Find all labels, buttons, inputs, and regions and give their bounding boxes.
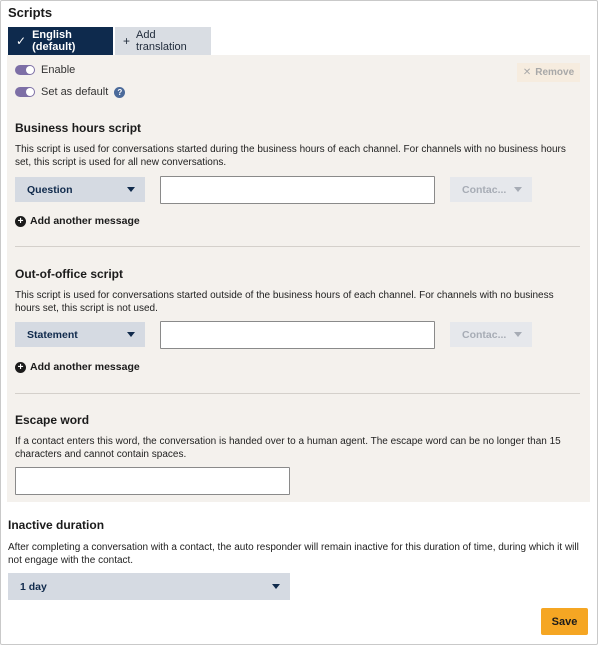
save-button[interactable]: Save (541, 608, 588, 635)
select-value: Contac... (462, 328, 507, 341)
out-of-office-description: This script is used for conversations started outside of the business hours of each channel. For channels with no business hours set, this script is not used. (15, 290, 554, 314)
out-of-office-add-message-button[interactable] (15, 361, 140, 373)
set-default-row (15, 85, 125, 99)
out-of-office-title: Out-of-office script (15, 267, 123, 281)
set-default-label: Set as default (41, 86, 109, 98)
escape-word-input[interactable] (15, 467, 290, 495)
business-hours-contact-select (450, 177, 532, 202)
caret-down-icon (272, 584, 280, 589)
close-icon: ✕ (522, 67, 532, 78)
out-of-office-type-select[interactable] (15, 322, 145, 347)
tab-label: English (default) (32, 29, 76, 53)
remove-button[interactable] (517, 63, 580, 82)
select-value: Statement (27, 328, 78, 341)
remove-label: Remove (535, 67, 575, 78)
add-message-label: Add another message (30, 361, 140, 373)
plus-circle-icon: + (15, 216, 26, 227)
help-icon[interactable]: ? (114, 87, 125, 98)
escape-word-title: Escape word (15, 413, 90, 427)
caret-down-icon (127, 187, 135, 192)
enable-toggle[interactable] (15, 65, 35, 75)
business-hours-description: This script is used for conversations started during the business hours of each channel. For channels with no business hours set, this script is used for all new conversations. (15, 144, 566, 168)
business-hours-title: Business hours script (15, 121, 142, 135)
set-default-toggle[interactable] (15, 87, 35, 97)
out-of-office-contact-select (450, 322, 532, 347)
inactive-duration-description: After completing a conversation with a contact, the auto responder will remain inactive for this duration of time, during which it will not engage with the contact. (8, 542, 579, 566)
caret-down-icon (514, 187, 522, 192)
select-value: Question (27, 183, 73, 196)
plus-icon: + (123, 34, 131, 48)
section-divider (15, 246, 580, 247)
select-value: 1 day (20, 580, 47, 593)
escape-word-description: If a contact enters this word, the conversation is handed over to a human agent. The escape word can be no longer than 15 characters and cannot contain spaces. (15, 436, 561, 460)
caret-down-icon (127, 332, 135, 337)
add-message-label: Add another message (30, 215, 140, 227)
caret-down-icon (514, 332, 522, 337)
business-hours-add-message-button[interactable] (15, 215, 140, 227)
enable-label: Enable (41, 64, 76, 76)
out-of-office-message-input[interactable] (160, 321, 435, 349)
tab-label: Add translation (136, 29, 187, 53)
business-hours-message-input[interactable] (160, 176, 435, 204)
inactive-duration-title: Inactive duration (8, 518, 105, 532)
tab-add-translation[interactable] (115, 27, 211, 55)
enable-row (15, 63, 75, 77)
check-icon: ✓ (16, 34, 27, 48)
tab-english-default[interactable] (8, 27, 113, 55)
scripts-heading: Scripts (8, 5, 53, 20)
section-divider (15, 393, 580, 394)
plus-circle-icon: + (15, 362, 26, 373)
select-value: Contac... (462, 183, 507, 196)
business-hours-type-select[interactable] (15, 177, 145, 202)
inactive-duration-select[interactable] (8, 573, 290, 600)
